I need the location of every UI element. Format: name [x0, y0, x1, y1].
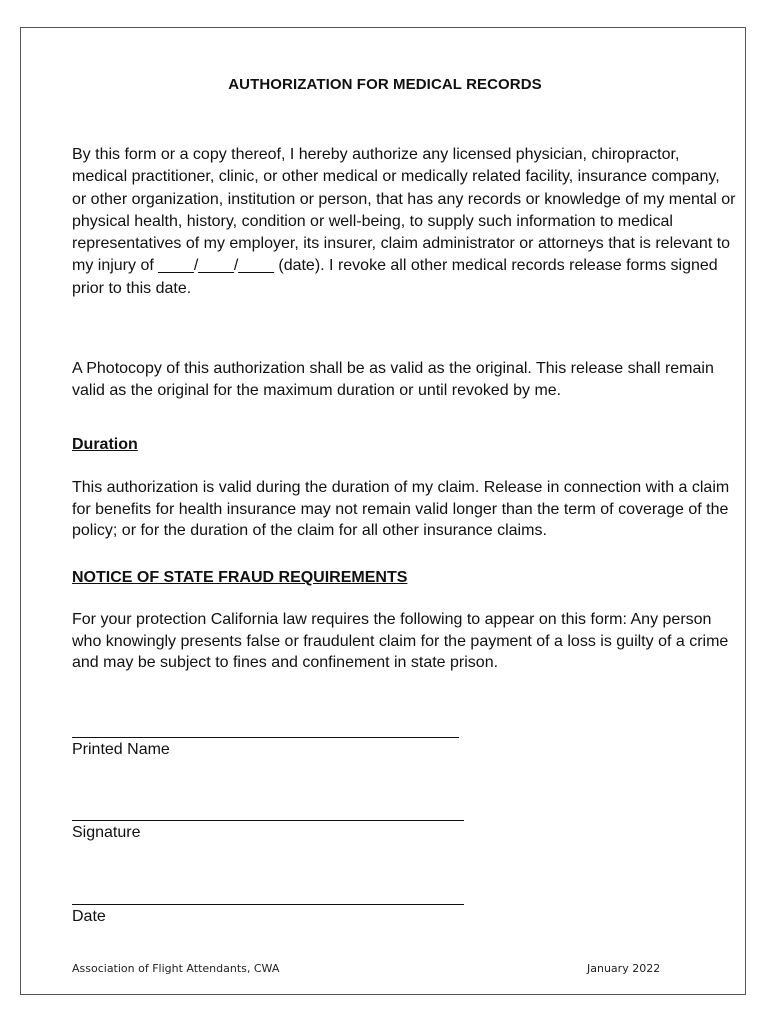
date-line[interactable]: [72, 904, 464, 905]
duration-heading: Duration: [72, 436, 138, 453]
footer-organization: Association of Flight Attendants, CWA: [72, 962, 280, 975]
signature-label: Signature: [72, 824, 141, 841]
footer-date: January 2022: [587, 962, 661, 975]
fraud-notice-paragraph: For your protection California law requires the following to appear on this form: Any person who knowingly presents false or fraudulent claim for the payment of a loss is guilty of a crime and may be subject to fines and confinement in state prison.: [72, 611, 729, 671]
signature-line[interactable]: [72, 820, 464, 821]
fraud-notice-heading: NOTICE OF STATE FRAUD REQUIREMENTS: [72, 569, 408, 586]
document-title: AUTHORIZATION FOR MEDICAL RECORDS: [228, 76, 542, 93]
printed-name-label: Printed Name: [72, 741, 170, 758]
printed-name-line[interactable]: [72, 737, 459, 738]
photocopy-paragraph: A Photocopy of this authorization shall be as valid as the original. This release shall remain valid as the original for the maximum duration or until revoked by me.: [72, 360, 714, 400]
date-label: Date: [72, 908, 106, 925]
authorization-paragraph: By this form or a copy thereof, I hereby authorize any licensed physician, chiropractor, medical practitioner, clinic, or other medical or medically related facility, insurance company, or other organization, institution or person, that has any records or knowledge of my mental or physical health, history, condition or well-being, to supply such information to medical representatives of my employer, its insurer, claim administrator or attorneys that is relevant to my injury of ____/____/____ (date). I revoke all other medical records release forms signed prior to this date.: [72, 146, 736, 297]
duration-paragraph: This authorization is valid during the duration of my claim. Release in connection with a claim for benefits for health insurance may not remain valid longer than the term of coverage of the policy; or for the duration of the claim for all other insurance claims.: [72, 479, 730, 539]
